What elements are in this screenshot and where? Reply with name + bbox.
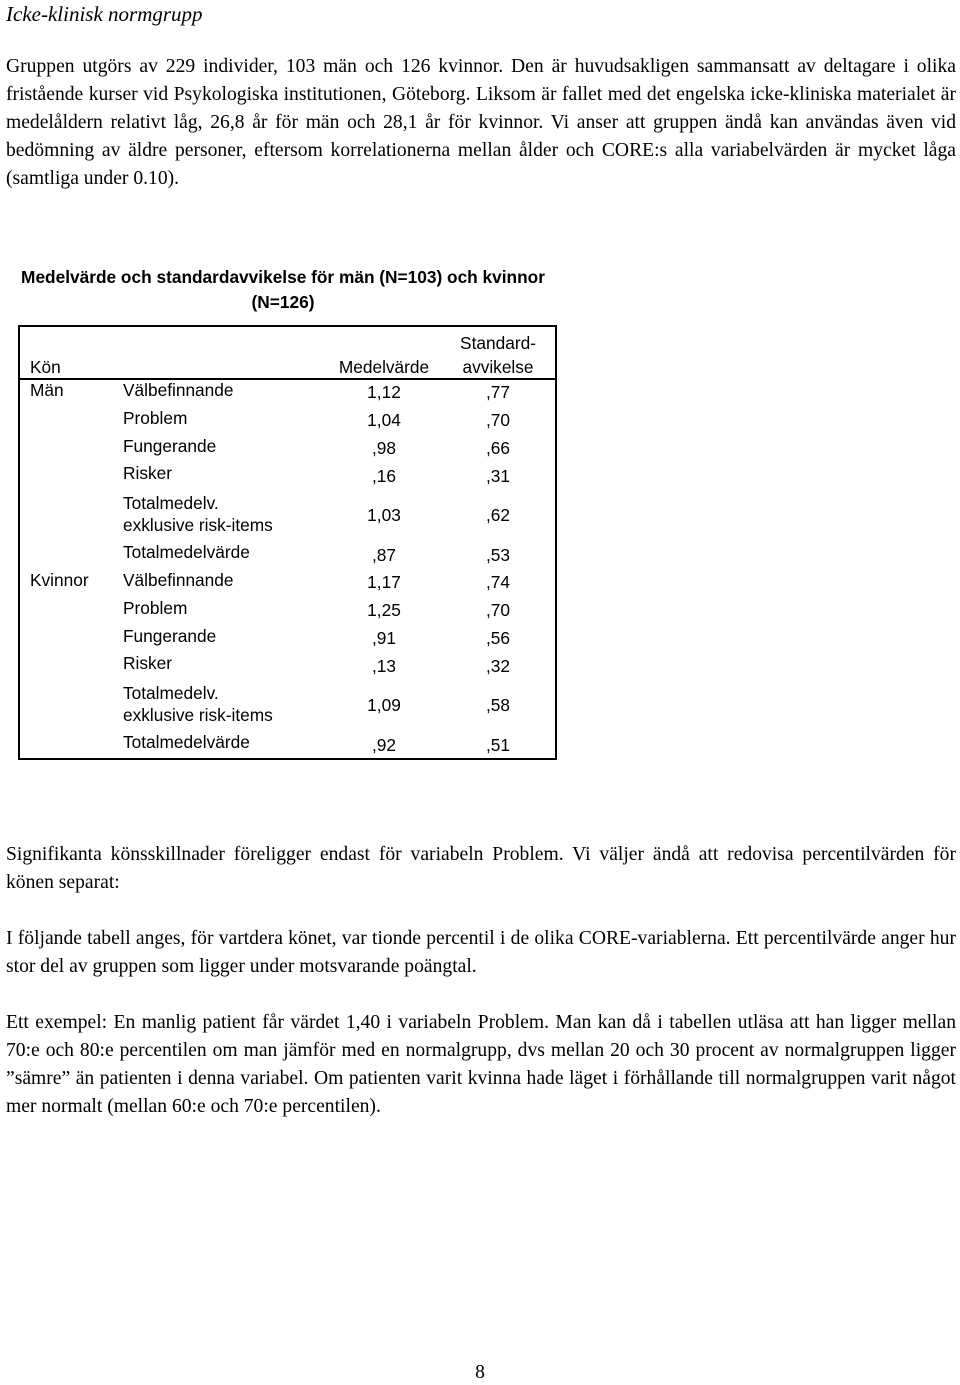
variable-name: Risker: [123, 463, 172, 483]
header-divider: [20, 378, 555, 380]
variable-name: Risker: [123, 653, 172, 673]
mean-value: 1,03: [367, 505, 401, 525]
header-kon: Kön: [30, 357, 61, 377]
section-heading: Icke-klinisk normgrupp: [6, 2, 203, 26]
paragraph-example: Ett exempel: En manlig patient får värdet 1,40 i variabeln Problem. Man kan då i tabellen utläsa att han ligger mellan 70:e och 80:e percentilen om man jämför med en normalgrupp, dvs mellan 20 och 30 procent av normalgruppen ligger ”sämre” än patienten i denna variabel. Om patienten varit kvinna hade läget i förhållande till normalgruppen varit något mer normalt (mellan 60:e och 70:e percentilen).: [6, 1012, 956, 1117]
sd-value: ,70: [485, 600, 511, 620]
variable-name: Fungerande: [123, 626, 217, 646]
variable-name: Totalmedelvärde: [123, 732, 250, 752]
variable-name: Totalmedelvärde: [123, 542, 250, 562]
variable-name: Välbefinnande: [123, 570, 234, 590]
table-title: Medelvärde och standardavvikelse för män (N=103) och kvinnor (N=126): [21, 267, 545, 312]
mean-value: 1,25: [367, 600, 401, 620]
sd-value: ,31: [485, 466, 511, 486]
group-label-kvinnor: Kvinnor: [30, 570, 89, 590]
variable-name: Fungerande: [123, 436, 217, 456]
mean-value: ,87: [371, 545, 397, 565]
sd-value: ,56: [485, 628, 511, 648]
sd-value: ,70: [485, 410, 511, 430]
sd-value: ,74: [485, 572, 511, 592]
mean-value: 1,09: [367, 695, 401, 715]
statistics-table: [18, 325, 557, 760]
page-number: 8: [475, 1362, 485, 1383]
paragraph-significance: Signifikanta könsskillnader föreligger endast för variabeln Problem. Vi väljer ändå att redovisa percentilvärden för könen separat:: [6, 844, 956, 893]
sd-value: ,62: [485, 505, 511, 525]
sd-value: ,32: [485, 656, 511, 676]
group-label-man: Män: [30, 380, 64, 400]
variable-name: Problem: [123, 598, 188, 618]
mean-value: ,98: [371, 438, 397, 458]
header-std-line2: avvikelse: [462, 357, 534, 377]
variable-name-line2: exklusive risk-items: [123, 705, 273, 725]
mean-value: 1,17: [367, 572, 401, 592]
variable-name: Välbefinnande: [123, 380, 234, 400]
sd-value: ,58: [485, 695, 511, 715]
variable-name-line1: Totalmedelv.: [123, 683, 219, 703]
mean-value: 1,12: [367, 382, 401, 402]
mean-value: ,92: [371, 735, 397, 755]
paragraph-percentile-explanation: I följande tabell anges, för vartdera könet, var tionde percentil i de olika CORE-variablerna. Ett percentilvärde anger hur stor del av gruppen som ligger under motsvarande poängtal.: [6, 928, 956, 977]
mean-value: ,16: [371, 466, 397, 486]
sd-value: ,53: [485, 545, 511, 565]
mean-value: ,13: [371, 656, 397, 676]
intro-paragraph: Gruppen utgörs av 229 individer, 103 män och 126 kvinnor. Den är huvudsakligen sammansatt av deltagare i olika fristående kurser vid Psykologiska institutionen, Göteborg. Liksom är fallet med det engelska icke-kliniska materialet är medelåldern relativt låg, 26,8 år för män och 28,1 år för kvinnor. Vi anser att gruppen ändå kan användas även vid bedömning av äldre personer, eftersom korrelationerna mellan ålder och CORE:s alla variabelvärden är mycket låga (samtliga under 0.10).: [6, 56, 956, 189]
sd-value: ,77: [485, 382, 511, 402]
variable-name-line1: Totalmedelv.: [123, 493, 219, 513]
mean-value: ,91: [371, 628, 397, 648]
variable-name-line2: exklusive risk-items: [123, 515, 273, 535]
mean-value: 1,04: [367, 410, 401, 430]
sd-value: ,51: [485, 735, 511, 755]
header-std-line1: Standard-: [460, 333, 536, 353]
variable-name: Problem: [123, 408, 188, 428]
sd-value: ,66: [485, 438, 511, 458]
header-medelvarde: Medelvärde: [338, 357, 430, 377]
